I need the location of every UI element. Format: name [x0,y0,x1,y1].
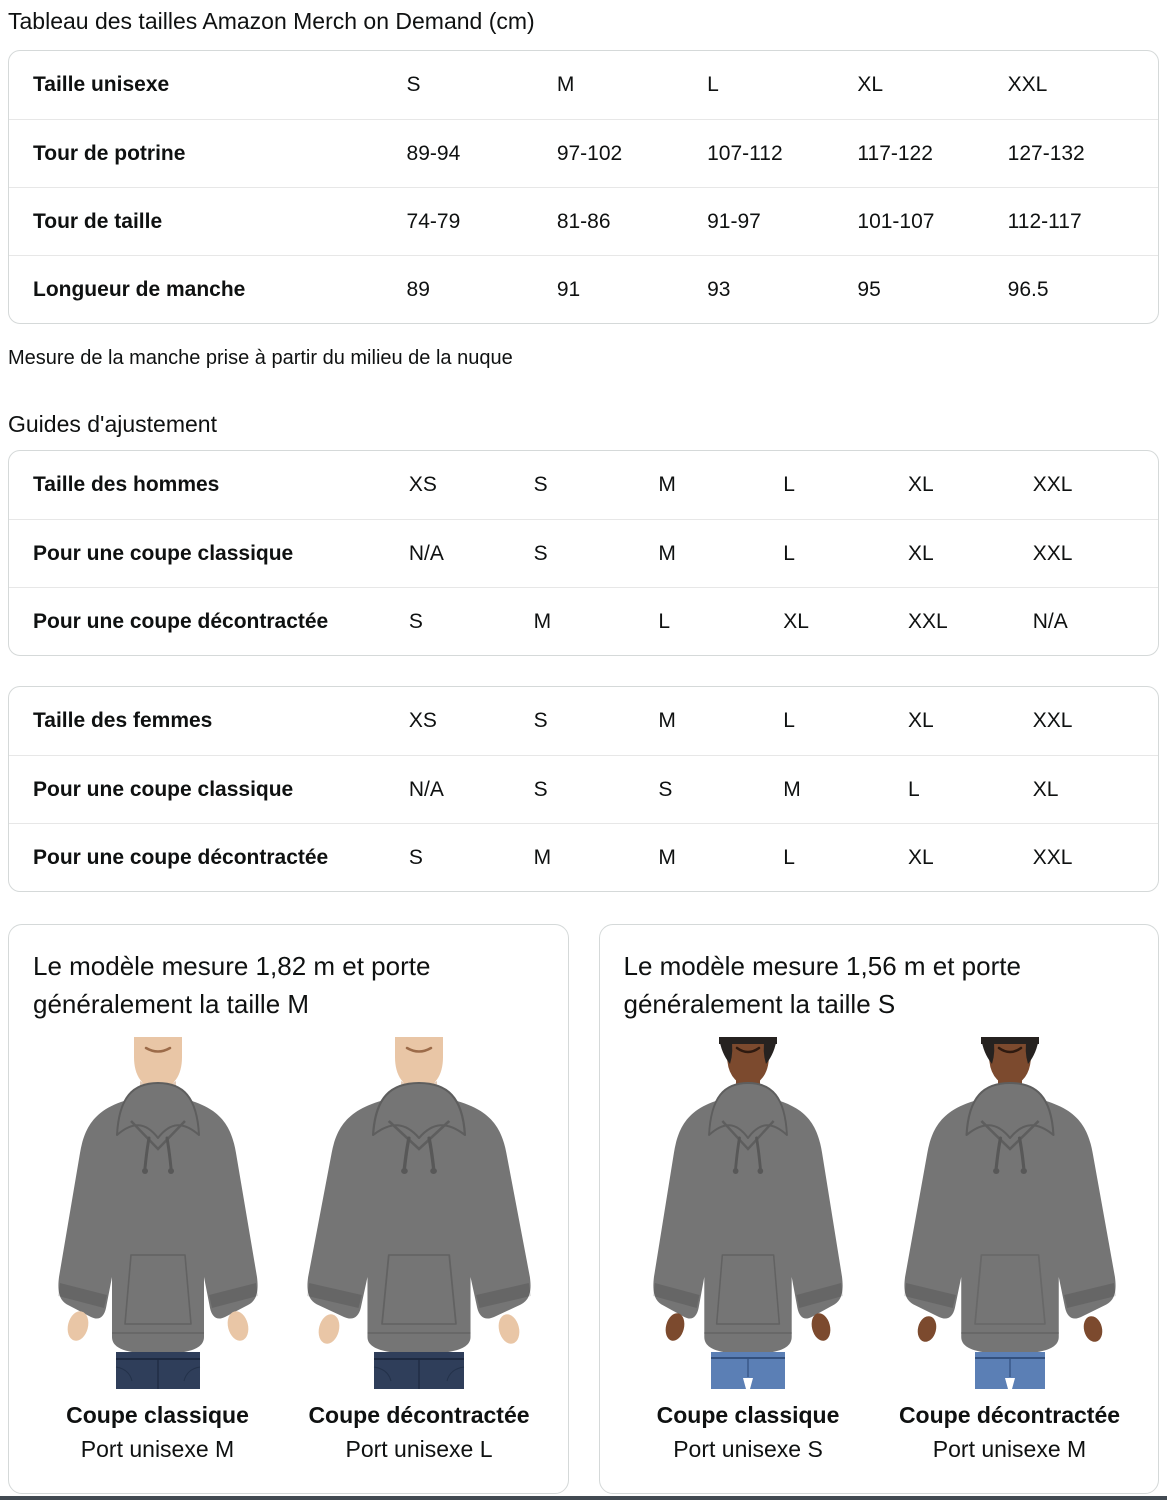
row-label: Taille unisexe [33,73,170,96]
size-cell: M [533,609,552,633]
measure-cell: 107-112 [707,141,783,165]
female-classic-fit-figure [621,1037,875,1463]
women-fit-guide-table [8,686,1159,892]
measure-cell: 93 [707,277,731,301]
table-row [9,451,1158,519]
size-cell: M [658,709,676,732]
size-cell: M [783,777,801,801]
size-cell: S [408,609,423,633]
row-label: Pour une coupe décontractée [33,609,329,633]
male-classic-fit-figure [31,1037,285,1463]
size-cell: M [658,541,676,565]
fit-type-label: Coupe classique [656,1402,840,1428]
size-cell: XL [907,541,934,565]
male-model-relaxed-fit-hoodie-photo [294,1037,544,1389]
measure-cell: 89 [406,277,430,301]
table-row [9,823,1158,891]
sleeve-measure-note: Mesure de la manche prise à partir du milieu de la nuque [8,347,513,369]
measure-cell: 112-117 [1007,209,1082,233]
measure-cell: 81-86 [556,209,611,233]
row-label: Tour de taille [33,209,163,233]
male-model-card [8,924,569,1494]
size-cell: L [658,609,671,633]
table-row [9,51,1158,119]
jeans [374,1352,464,1389]
size-cell: S [658,777,673,801]
size-cell: XXL [907,609,948,633]
measure-cell: 95 [857,277,881,301]
female-model-relaxed-fit-hoodie-photo [885,1037,1135,1389]
female-figures-row [614,1037,1145,1463]
size-cell: XXL [1032,709,1073,732]
size-cell: M [556,73,575,96]
size-cell: XL [857,73,884,96]
table-row [9,519,1158,587]
hoodie-garment [58,1083,258,1352]
jeans [711,1352,785,1389]
size-cell: XS [408,709,437,732]
male-model-classic-fit-hoodie-photo [33,1037,283,1389]
row-label: Tour de potrine [33,141,186,165]
size-cell: M [658,845,676,869]
row-label: Pour une coupe décontractée [33,845,329,869]
worn-size-label: Port unisexe L [345,1436,493,1462]
table-row [9,755,1158,823]
row-label: Pour une coupe classique [33,777,294,801]
male-model-card-title: Le modèle mesure 1,82 m et porte généralement la taille M [33,951,431,1019]
table-row [9,119,1158,187]
next-section-edge [0,1496,1167,1500]
measure-cell: 89-94 [406,141,461,165]
hoodie-garment [307,1083,531,1352]
male-relaxed-fit-figure [292,1037,546,1463]
table-row [9,187,1158,255]
fit-type-label: Coupe décontractée [898,1402,1121,1428]
male-figures-row [23,1037,554,1463]
size-cell: XL [907,473,934,496]
measure-cell: 117-122 [857,141,933,165]
hoodie-garment [904,1083,1116,1352]
page-title: Tableau des tailles Amazon Merch on Demand (cm) [8,8,535,34]
size-cell: XXL [1032,541,1073,565]
worn-size-label: Port unisexe M [80,1436,235,1462]
row-label: Taille des femmes [33,709,213,732]
size-cell: XXL [1007,73,1048,96]
table-row [9,255,1158,323]
hoodie-garment [653,1083,843,1352]
row-label: Longueur de manche [33,277,246,301]
size-cell: L [783,709,795,732]
size-cell: S [533,777,548,801]
unisex-size-table [8,50,1159,324]
model-cards [8,924,1159,1494]
female-model-card [599,924,1160,1494]
worn-size-label: Port unisexe M [932,1436,1087,1462]
measure-cell: 74-79 [406,209,461,233]
size-cell: XXL [1032,845,1073,869]
female-relaxed-fit-figure [883,1037,1137,1463]
row-label: Taille des hommes [33,473,220,496]
size-cell: XL [1032,777,1059,801]
size-cell: XXL [1032,473,1073,496]
size-cell: L [783,845,795,869]
size-cell: XL [783,609,809,633]
table-row [9,587,1158,655]
size-cell: L [783,541,795,565]
jeans [975,1352,1045,1389]
size-cell: XL [907,845,934,869]
size-cell: N/A [408,541,444,565]
size-cell: M [658,473,676,496]
jeans [116,1352,200,1389]
measure-cell: 91 [556,277,581,301]
female-model-classic-fit-hoodie-photo [623,1037,873,1389]
size-cell: XL [907,709,934,732]
size-cell: N/A [1032,609,1068,633]
measure-cell: 97-102 [556,141,623,165]
measure-cell: 96.5 [1007,277,1049,301]
fit-guides-heading: Guides d'ajustement [8,411,217,437]
size-cell: L [907,777,920,801]
table-row [9,687,1158,755]
size-cell: M [533,845,552,869]
fit-type-label: Coupe décontractée [308,1402,530,1428]
measure-cell: 127-132 [1007,141,1085,165]
size-cell: N/A [408,777,444,801]
size-cell: S [533,541,548,565]
size-cell: S [406,73,421,96]
row-label: Pour une coupe classique [33,541,294,565]
fit-type-label: Coupe classique [66,1402,249,1428]
female-model-card-title: Le modèle mesure 1,56 m et porte généralement la taille S [623,951,1021,1019]
size-cell: XS [408,473,437,496]
size-cell: L [707,73,719,96]
men-fit-guide-table [8,450,1159,656]
size-cell: S [533,473,548,496]
size-cell: L [783,473,795,496]
measure-cell: 101-107 [857,209,935,233]
measure-cell: 91-97 [707,209,761,233]
size-cell: S [533,709,548,732]
worn-size-label: Port unisexe S [673,1436,823,1462]
size-cell: S [408,845,423,869]
